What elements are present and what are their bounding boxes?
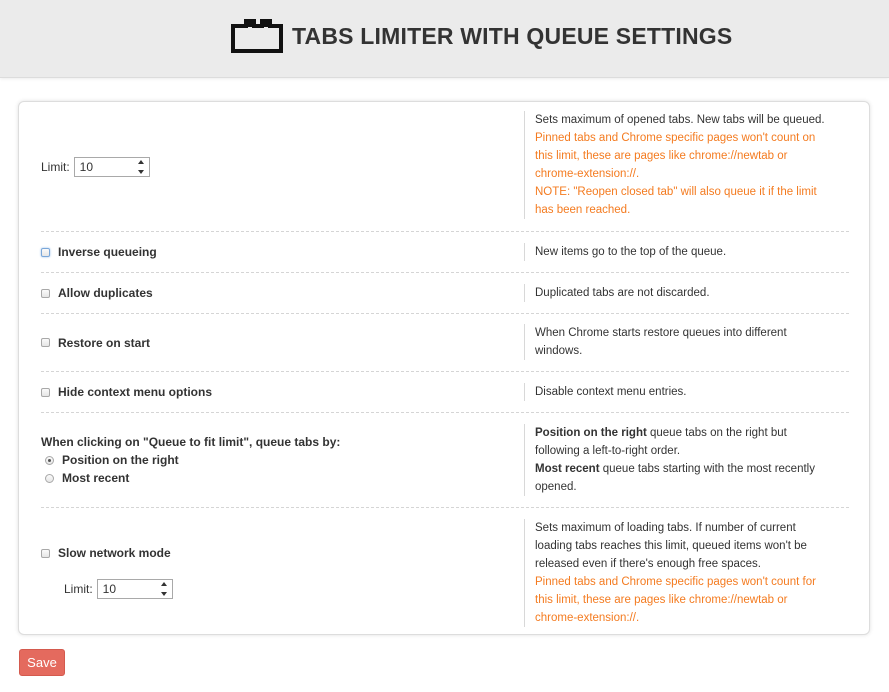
inverse-queueing-description <box>524 243 825 261</box>
queue-desc-position <box>535 424 825 460</box>
slow-network-desc-text: Sets maximum of loading tabs. If number of current loading tabs reaches this limit, queued items won't be released even if there's enough free spaces. <box>535 522 807 570</box>
slow-network-spinner[interactable] <box>161 582 169 596</box>
slow-network-limit-label: Limit: <box>64 582 93 596</box>
most-recent-label[interactable]: Most recent <box>62 471 130 485</box>
limit-row <box>41 102 849 232</box>
save-button[interactable]: Save <box>19 649 65 676</box>
page-header <box>0 0 889 78</box>
allow-duplicates-checkbox[interactable] <box>41 289 50 298</box>
restore-on-start-label[interactable]: Restore on start <box>58 335 151 350</box>
header-title-group <box>230 18 732 54</box>
hide-context-menu-label[interactable]: Hide context menu options <box>58 385 213 399</box>
position-right-radio[interactable] <box>45 456 54 465</box>
radio-option-position-right[interactable] <box>45 451 179 469</box>
spin-down-icon[interactable] <box>161 592 167 596</box>
position-right-label[interactable]: Position on the right <box>62 453 179 467</box>
hide-context-menu-desc-text: Disable context menu entries. <box>535 386 687 398</box>
queue-desc-position-bold: Position on the right <box>535 427 647 439</box>
restore-on-start-checkbox[interactable] <box>41 338 50 347</box>
slow-network-limit-input[interactable] <box>97 579 173 599</box>
limit-label: Limit: <box>41 159 70 174</box>
queue-to-fit-heading-text: When clicking on "Queue to fit limit", queue tabs by: <box>41 435 341 449</box>
limit-input[interactable] <box>74 157 150 177</box>
slow-network-toggle[interactable] <box>41 546 171 560</box>
limit-value: 10 <box>79 159 94 174</box>
inverse-queueing-checkbox[interactable] <box>41 248 50 257</box>
slow-network-control <box>41 508 521 634</box>
radio-option-most-recent[interactable] <box>45 469 179 487</box>
slow-network-checkbox[interactable] <box>41 549 50 558</box>
queue-desc-recent <box>535 460 825 496</box>
restore-on-start-row <box>41 314 849 372</box>
slow-network-note: Pinned tabs and Chrome specific pages won't count for this limit, these are pages like chrome://newtab or chrome-extension://. <box>535 576 816 624</box>
limit-note-reopen: NOTE: "Reopen closed tab" will also queue it if the limit has been reached. <box>535 186 817 216</box>
allow-duplicates-desc-text: Duplicated tabs are not discarded. <box>535 287 710 299</box>
slow-network-description <box>524 519 825 627</box>
settings-panel <box>18 101 870 635</box>
allow-duplicates-description <box>524 284 825 302</box>
limit-desc-text: Sets maximum of opened tabs. New tabs will be queued. <box>535 114 825 126</box>
spin-up-icon[interactable] <box>161 582 167 586</box>
slow-network-label[interactable]: Slow network mode <box>58 546 171 560</box>
queue-to-fit-description <box>524 424 825 496</box>
allow-duplicates-label[interactable]: Allow duplicates <box>58 286 153 300</box>
queue-to-fit-control <box>41 413 521 507</box>
restore-on-start-desc-text: When Chrome starts restore queues into different windows. <box>535 327 787 357</box>
limit-note-pinned: Pinned tabs and Chrome specific pages won't count on this limit, these are pages like chrome://newtab or chrome-extension://. <box>535 132 816 180</box>
allow-duplicates-row <box>41 273 849 314</box>
slow-network-limit-value: 10 <box>102 582 117 596</box>
queue-desc-position-text: queue tabs on the right but following a left-to-right order. <box>535 427 787 457</box>
most-recent-radio[interactable] <box>45 474 54 483</box>
queue-desc-recent-bold: Most recent <box>535 463 600 475</box>
tabs-logo-icon <box>230 18 284 54</box>
inverse-queueing-desc-text: New items go to the top of the queue. <box>535 246 727 258</box>
hide-context-menu-description <box>524 383 825 401</box>
spin-down-icon[interactable] <box>138 170 144 174</box>
slow-network-row <box>41 508 849 634</box>
hide-context-menu-row <box>41 372 849 413</box>
restore-on-start-description <box>524 324 825 360</box>
hide-context-menu-checkbox[interactable] <box>41 388 50 397</box>
hide-context-menu-control[interactable] <box>41 372 521 412</box>
queue-desc-recent-text: queue tabs starting with the most recently opened. <box>535 463 815 493</box>
page-title: TABS LIMITER WITH QUEUE SETTINGS <box>292 22 733 49</box>
inverse-queueing-label[interactable]: Inverse queueing <box>58 245 157 259</box>
queue-to-fit-heading <box>41 435 340 449</box>
limit-spinner[interactable] <box>138 160 146 174</box>
spin-up-icon[interactable] <box>138 160 144 164</box>
queue-to-fit-row <box>41 413 849 508</box>
allow-duplicates-control[interactable] <box>41 273 521 313</box>
inverse-queueing-control[interactable] <box>41 232 521 272</box>
restore-on-start-control[interactable] <box>41 314 521 371</box>
inverse-queueing-row <box>41 232 849 273</box>
limit-description <box>524 111 825 219</box>
queue-to-fit-options <box>45 451 179 487</box>
limit-control <box>41 102 521 231</box>
slow-network-limit <box>64 579 173 599</box>
